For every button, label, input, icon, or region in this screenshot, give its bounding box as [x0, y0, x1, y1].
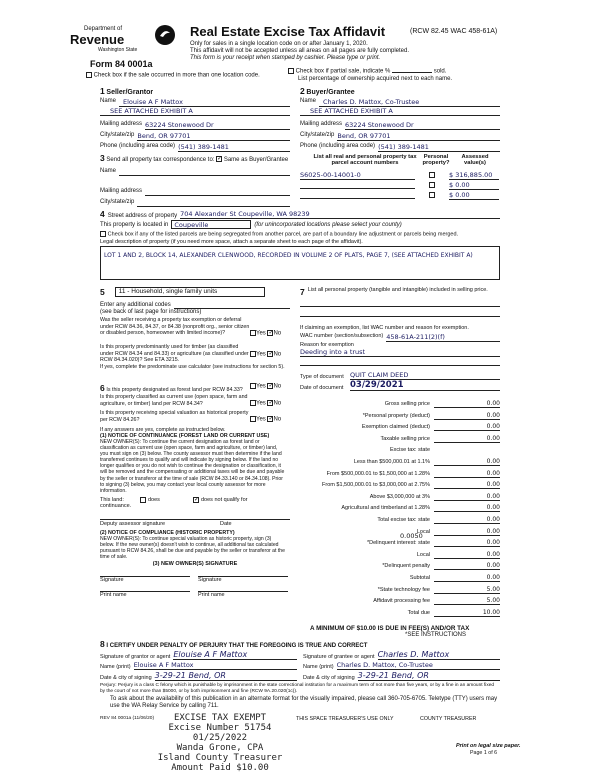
stamp-line6: Amount Paid $10.00 — [171, 763, 269, 773]
calc-row — [300, 412, 500, 424]
wac-number[interactable]: 458-61A-211(2)(f) — [386, 333, 500, 342]
parcel-row — [300, 190, 500, 200]
buyer-num: 2 — [300, 86, 305, 96]
grantor-sig-label: Signature of grantor or agent — [100, 654, 171, 660]
use-code-section — [100, 287, 290, 371]
calc-label: Subtotal — [409, 574, 430, 581]
segregated-checkbox[interactable] — [100, 231, 106, 237]
calc-row — [300, 539, 500, 551]
parcel-value[interactable]: $ 316,885.00 — [449, 171, 499, 180]
buyer-mailing-label: Mailing address — [300, 121, 343, 127]
grantee-name[interactable]: Charles D. Mattox, Co-Trustee — [337, 661, 500, 670]
parcel-col1: List all real and personal property tax parcel account numbers — [313, 154, 417, 166]
seller-name-label: Name — [100, 98, 117, 104]
calc-row — [300, 435, 500, 447]
sec4-num: 4 — [100, 209, 105, 219]
sec3-num: 3 — [100, 153, 105, 163]
use-code-select[interactable]: 11 - Household, single family units — [115, 287, 265, 297]
minimum-note: A MINIMUM OF $10.00 IS DUE IN FEE(S) AND/OR TAX — [310, 625, 470, 632]
seller-name2[interactable]: SEE ATTACHED EXHIBIT A — [100, 107, 290, 116]
legal-label: Legal description of property (if you need more space, attach a separate sheet to each page of the affidavit). — [100, 238, 363, 245]
owner-signature-1[interactable]: Signature — [100, 576, 190, 583]
sec3-city-label: City/state/zip — [100, 199, 135, 205]
multi-location-checkbox[interactable] — [86, 72, 92, 78]
q-current-use: Is this property classified as current use (open space, farm and agriculture, or timber) land per RCW 84.34? — [100, 394, 248, 407]
buyer-name2[interactable]: SEE ATTACHED EXHIBIT A — [300, 107, 500, 116]
buyer-name[interactable]: Charles D. Mattox, Co-Trustee — [319, 98, 500, 107]
exemption-reason-line2[interactable] — [300, 357, 500, 366]
yes-label: Yes — [256, 416, 266, 423]
calc-row — [300, 493, 500, 505]
calc-label: Less than $500,000.01 at 1.1% — [353, 458, 430, 465]
calc-row — [300, 423, 500, 435]
calc-row — [300, 562, 500, 574]
no-label: No — [273, 400, 282, 407]
calc-row — [300, 551, 500, 563]
q-timber-no[interactable]: ✓ — [268, 351, 274, 357]
reason-label: Reason for exemption — [300, 342, 354, 348]
calc-value[interactable]: 0.00 — [434, 493, 500, 501]
certification-section — [100, 639, 500, 681]
parcel-acct[interactable] — [300, 192, 415, 199]
no-label: No — [273, 351, 282, 358]
grantee-date-city[interactable]: 3-29-21 Bend, OR — [358, 671, 500, 681]
land-does-not-checkbox[interactable]: ✓ — [194, 496, 200, 503]
predominate-use-note: If yes, complete the predominate use calculator (see instructions for section 5). — [100, 364, 285, 370]
dept-line3: Washington State — [98, 47, 138, 53]
land-does-checkbox[interactable] — [140, 497, 146, 503]
header-note3: This form is your receipt when stamped by cashier. Please type or print. — [190, 55, 381, 61]
header-note2: This affidavit will not be accepted unless all areas on all pages are fully completed. — [190, 48, 410, 54]
owner-print-1[interactable]: Print name — [100, 591, 190, 598]
county-treasurer-label: COUNTY TREASURER — [420, 716, 477, 722]
see-back-note: (see back of last page for instructions) — [100, 309, 202, 315]
q-timber: Is this property predominantly used for timber (as classified under RCW 84.34 and 84.33) or agriculture (as classified under RCW 84.34.020)? See ETA 3215. — [100, 344, 249, 363]
this-land-label: This land: — [100, 496, 124, 503]
parcel-row — [300, 170, 500, 180]
owner-print-2[interactable]: Print name — [198, 591, 288, 598]
calc-value[interactable]: 0.00 — [434, 528, 500, 536]
parcel-acct[interactable] — [300, 182, 415, 189]
calc-row — [300, 470, 500, 482]
buyer-mailing[interactable]: 63224 Stonewood Dr — [345, 121, 500, 130]
seller-num: 1 — [100, 86, 105, 96]
additional-codes-label: Enter any additional codes — [100, 302, 171, 308]
calc-value[interactable]: 0.00 — [434, 470, 500, 478]
calc-value[interactable]: 0.00 — [434, 516, 500, 524]
q-current-use-no[interactable]: ✓ — [268, 400, 274, 406]
calc-value[interactable]: 5.00 — [434, 597, 500, 605]
legal-paper-note: Print on legal size paper. — [456, 743, 521, 749]
parcel-rows — [300, 170, 500, 200]
calc-value[interactable]: 0.00 — [434, 551, 500, 559]
q-historic: Is this property receiving special valuation as historical property per RCW 84.26? — [100, 410, 249, 423]
grantee-date-label: Date & city of signing — [303, 675, 355, 681]
buyer-phone-label: Phone (including area code) — [300, 143, 376, 149]
compliance-text: NEW OWNER(S): To continue special valuation as historic property, sign (3) below. If the new owner(s) doesn't wish to continue, all additional tax calculated pursuant to RCW 84.26, shall be due and payable by the seller or transferor at the time of sale. — [100, 535, 285, 561]
seller-phone[interactable]: (541) 389-1481 — [178, 143, 290, 152]
calc-label: Affidavit processing fee — [373, 598, 430, 605]
sec8-num: 8 — [100, 639, 105, 649]
stamp-line2: Excise Number 51754 — [168, 723, 272, 733]
parcel-value[interactable]: $ 0.00 — [449, 191, 499, 200]
calc-label: *State technology fee — [377, 586, 430, 593]
property-section — [100, 209, 500, 280]
located-label: This property is located in — [100, 221, 169, 228]
seller-phone-label: Phone (including area code) — [100, 143, 176, 149]
header-note1: Only for sales in a single location code on or after January 1, 2020. — [190, 41, 368, 47]
parcel-col2: Personal property? — [422, 154, 450, 166]
grantor-date-city[interactable]: 3-29-21 Bend, OR — [155, 671, 297, 681]
calc-value[interactable]: 0.00 — [434, 504, 500, 512]
q-exemption: Was the seller receiving a property tax exemption or deferral under RCW 84.36, 84.37, or 84.38 (nonprofit org., senior citizen or disabled person, homeowner with limited income)? — [100, 317, 250, 336]
calc-value[interactable]: 0.00 — [434, 423, 500, 431]
yes-label: Yes — [256, 383, 266, 390]
calc-label: Above $3,000,000 at 3% — [369, 493, 430, 500]
deputy-date-label: Date — [220, 520, 232, 527]
parcel-col3: Assessed value(s) — [461, 154, 489, 166]
multi-location-check[interactable] — [86, 72, 260, 79]
forest-land-section — [100, 383, 290, 598]
grantee-name-label: Name (print) — [303, 664, 334, 670]
calc-row — [300, 458, 500, 470]
form-title-ref: (RCW 82.45 WAC 458-61A) — [410, 28, 498, 35]
see-instructions: *SEE INSTRUCTIONS — [405, 632, 467, 638]
calc-value[interactable]: 0.00 — [434, 435, 500, 443]
stamp-line3: 01/25/2022 — [192, 733, 248, 743]
yes-label: Yes — [256, 330, 266, 337]
does-not-label: does not qualify for — [201, 496, 248, 503]
rev-number: REV 84 0001a (11/06/20) — [100, 716, 155, 721]
sec3-name-field[interactable] — [119, 168, 290, 176]
treasurer-use-note: THIS SPACE TREASURER'S USE ONLY — [296, 716, 394, 722]
form-number: Form 84 0001a — [90, 59, 153, 69]
sold-label: sold. — [433, 68, 447, 75]
stamp-line1: EXCISE TAX EXEMPT — [173, 713, 267, 723]
page-number: Page 1 of 6 — [470, 750, 498, 756]
dor-emblem-icon — [154, 24, 176, 46]
any-yes-note: If any answers are yes, complete as instructed below. — [100, 427, 226, 433]
deputy-sig-label: Deputy assessor signature — [100, 520, 166, 527]
calc-row — [300, 574, 500, 586]
personal-property-line2[interactable] — [300, 307, 500, 317]
calc-row — [300, 481, 500, 493]
stamp-line4: Wanda Grone, CPA — [176, 743, 264, 753]
no-label: No — [273, 416, 282, 423]
list-pct-note: List percentage of ownership acquired next to each name. — [298, 76, 453, 82]
grantor-date-label: Date & city of signing — [100, 675, 152, 681]
legal-description[interactable]: LOT 1 AND 2, BLOCK 14, ALEXANDER CLENWOOD, RECORDED IN VOLUME 2 OF PLATS, PAGE 7, (SEE ATTACHED EXHIBIT A) — [100, 246, 500, 280]
continuance-text: NEW OWNER(S): To continue the current designation as forest land or classification as current use (open space, farm and agriculture, or timber) land, you must sign on (3) below. The county assessor must then determine if the land transferred continues to qualify and will indicate by signing below. If the land no longer qualifies or you do not wish to continue the designation or classification, it will be removed and the compensating or additional taxes will be due and payable by the seller or transferor at the time of sale (RCW 84.33.140 or 84.34.108). Prior to signing (3) below, you may contact your local county assessor for more information. — [100, 439, 285, 494]
street-address[interactable]: 704 Alexander St Coupeville, WA 98239 — [180, 210, 500, 219]
personal-property-section — [300, 287, 500, 391]
buyer-heading: Buyer/Grantee — [306, 89, 355, 96]
calc-value[interactable]: 5.00 — [434, 586, 500, 594]
doc-date[interactable]: 03/29/2021 — [350, 380, 500, 391]
seller-city[interactable]: Bend, OR 97701 — [137, 132, 290, 141]
personal-property-checkbox[interactable] — [429, 192, 435, 198]
street-label: Street address of property — [107, 213, 178, 219]
sec3-name-label: Name — [100, 168, 117, 174]
exemption-reason[interactable]: Deeding into a trust — [300, 348, 500, 357]
calc-label: From $1,500,000.01 to $3,000,000 at 2.75% — [322, 482, 430, 489]
seller-section — [100, 86, 290, 152]
correspondence-section — [100, 153, 290, 207]
grantee-sig-label: Signature of grantee or agent — [303, 654, 375, 660]
dept-line2: Revenue — [70, 32, 125, 47]
seller-city-label: City/state/zip — [100, 132, 135, 138]
calc-value[interactable]: 0.00 — [434, 574, 500, 582]
grantee-signature[interactable]: Charles D. Mattox — [378, 650, 500, 660]
buyer-phone[interactable]: (541) 389-1481 — [378, 143, 500, 152]
additional-codes-field[interactable] — [174, 302, 290, 309]
calc-value[interactable]: 0.00 — [434, 481, 500, 489]
sec7-num: 7 — [300, 287, 305, 297]
calc-label: Local — [416, 551, 430, 558]
seller-heading: Seller/Grantor — [106, 89, 154, 96]
calc-value[interactable]: 0.00 — [434, 400, 500, 408]
continuance-label: continuance. — [100, 502, 132, 509]
calc-label: From $500,000.01 to $1,500,000 at 1.28% — [326, 470, 430, 477]
calc-label: *Delinquent interest: state — [367, 540, 430, 547]
partial-sale-check[interactable] — [288, 68, 446, 75]
perjury-note: Perjury: Perjury is a class C felony which is punishable by imprisonment in the state correctional institution for a maximum term of not more than five years, or by a fine in an amount fixed by the court of not more than $5000, or by both imprisonment and fine (RCW 9A.20.020(1c)). — [100, 683, 495, 694]
q-exemption-no[interactable]: ✓ — [268, 330, 274, 336]
calc-row — [300, 586, 500, 598]
sec7-label: List all personal property (tangible and intangible) included in selling price. — [307, 287, 488, 293]
partial-sale-checkbox[interactable] — [288, 68, 294, 74]
unincorp-note: (for unincorporated locations please select your county) — [254, 221, 402, 228]
parcel-row — [300, 180, 500, 190]
calc-row — [300, 516, 500, 528]
same-as-buyer-checkbox[interactable]: ✓ — [217, 156, 223, 163]
sec3-mailing-field[interactable] — [145, 188, 290, 196]
same-as-buyer-label: Same as Buyer/Grantee — [223, 157, 289, 163]
seller-mailing-label: Mailing address — [100, 121, 143, 127]
sec5-num: 5 — [100, 287, 105, 297]
calc-label: Excise tax: state — [389, 447, 430, 454]
grantor-name[interactable]: Elouise A F Mattox — [134, 661, 297, 670]
tax-calculation — [300, 400, 500, 620]
treasurer-stamp — [140, 713, 300, 773]
calc-label: *Personal property (deduct) — [362, 412, 430, 419]
calc-label: Total due — [407, 609, 430, 616]
alt-format-note: To ask about the availability of this publication in an alternate format for the visually impaired, please call 360-705-6705. Teletype (TTY) users may use the WA Relay Service by calling 711. — [110, 696, 498, 709]
calc-label: Agricultural and timberland at 1.28% — [341, 505, 430, 512]
sec6-num: 6 — [100, 383, 105, 393]
stamp-line5: Island County Treasurer — [157, 753, 283, 763]
calc-row — [300, 446, 500, 458]
no-label: No — [273, 383, 282, 390]
partial-sale-label: Check box if partial sale, indicate % — [295, 68, 391, 75]
compliance-heading: (2) NOTICE OF COMPLIANCE (HISTORIC PROPERTY) — [100, 529, 235, 536]
calc-label: Total excise tax: state — [377, 516, 430, 523]
calc-value[interactable]: 0.00 — [434, 412, 500, 420]
yes-label: Yes — [256, 400, 266, 407]
buyer-name-label: Name — [300, 98, 317, 104]
new-owner-sig-heading: (3) NEW OWNER(S) SIGNATURE — [152, 561, 238, 568]
calc-label: Exemption claimed (deduct) — [361, 424, 430, 431]
grantor-signature[interactable]: Elouise A F Mattox — [173, 650, 297, 660]
does-label: does — [148, 496, 160, 503]
sec3-label: Send all property tax correspondence to: — [106, 157, 215, 163]
multi-location-label: Check box if the sale occurred in more than one location code. — [93, 72, 260, 79]
calc-value[interactable]: 0.00 — [434, 539, 500, 547]
calc-row — [300, 400, 500, 412]
parcel-value[interactable]: $ 0.00 — [449, 181, 499, 190]
calc-value[interactable]: 0.00 — [434, 458, 500, 466]
parcel-acct[interactable]: S6025-00-14001-0 — [300, 171, 415, 180]
certify-statement: I CERTIFY UNDER PENALTY OF PERJURY THAT THE FOREGOING IS TRUE AND CORRECT — [106, 643, 368, 649]
seller-mailing[interactable]: 63224 Stonewood Dr — [145, 121, 290, 130]
wac-label: WAC number (section/subsection) — [300, 333, 384, 339]
sec3-mailing-label: Mailing address — [100, 188, 143, 194]
doc-type[interactable]: QUIT CLAIM DEED — [350, 371, 500, 380]
personal-property-checkbox[interactable] — [429, 172, 435, 178]
local-rate: 0.0050 — [400, 532, 423, 540]
doc-date-label: Date of document — [300, 385, 344, 391]
personal-property-checkbox[interactable] — [429, 182, 435, 188]
calc-value[interactable]: 0.00 — [434, 562, 500, 570]
segregated-label: Check box if any of the listed parcels are being segregated from another parcel, are part of a boundary line adjustment or parcels being merged. — [107, 231, 459, 238]
doc-type-label: Type of document — [300, 374, 344, 380]
buyer-section — [300, 86, 500, 152]
dept-line1: Department of — [84, 26, 123, 32]
continuance-heading: (1) NOTICE OF CONTINUANCE (FOREST LAND OR CURRENT USE) — [100, 433, 270, 439]
location-select[interactable]: Coupeville — [171, 220, 251, 229]
buyer-city-label: City/state/zip — [300, 132, 335, 138]
q-forest-no[interactable]: ✓ — [268, 383, 274, 389]
seller-name[interactable]: Elouise A F Mattox — [119, 98, 290, 107]
form-title: Real Estate Excise Tax Affidavit — [190, 24, 386, 39]
calc-label: Taxable selling price — [380, 435, 430, 442]
calc-label: Gross selling price — [384, 401, 430, 407]
sec3-city-field[interactable] — [137, 199, 290, 207]
calc-label: *Delinquent penalty — [382, 563, 430, 570]
grantor-name-label: Name (print) — [100, 664, 131, 670]
calc-row — [300, 504, 500, 516]
personal-property-line1[interactable] — [300, 297, 500, 307]
no-label: No — [273, 330, 282, 337]
buyer-city[interactable]: Bend, OR 97701 — [337, 132, 500, 141]
calc-row — [300, 597, 500, 609]
yes-label: Yes — [256, 351, 266, 358]
calc-label: Local — [416, 528, 430, 535]
owner-signature-2[interactable]: Signature — [198, 576, 288, 583]
calc-value[interactable]: 10.00 — [434, 609, 500, 617]
calc-row — [300, 609, 500, 621]
q-historic-no[interactable]: ✓ — [268, 416, 274, 422]
exemption-label: If claiming an exemption, list WAC number and reason for exemption. — [300, 325, 469, 331]
q-forest: Is this property designated as forest land per RCW 84.33? — [106, 387, 243, 393]
